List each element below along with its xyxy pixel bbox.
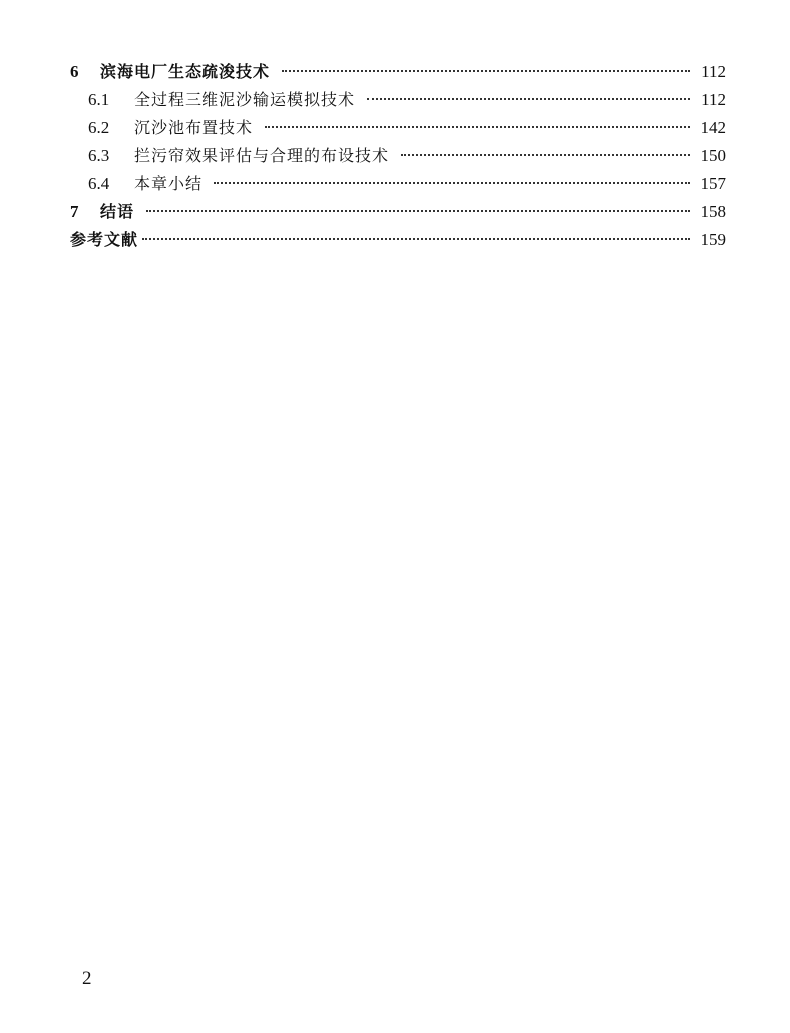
toc-entry-page: 158	[700, 202, 726, 221]
toc-entry-page: 112	[701, 62, 726, 81]
dot-leader	[401, 154, 690, 156]
dot-leader	[142, 238, 690, 240]
dot-leader	[214, 182, 690, 184]
table-of-contents	[70, 58, 726, 254]
toc-entry-title: 沉沙池布置技术	[134, 118, 254, 137]
toc-entry-references[interactable]	[70, 226, 726, 254]
page-number: 2	[82, 968, 92, 989]
toc-entry-page: 157	[700, 174, 726, 193]
toc-entry-number: 6.4	[88, 174, 110, 193]
dot-leader	[367, 98, 690, 100]
toc-entry-page: 142	[700, 118, 726, 137]
dot-leader	[282, 70, 690, 72]
toc-entry-section-6-1[interactable]	[70, 86, 726, 114]
toc-entry-title: 结语	[100, 202, 135, 221]
toc-entry-page: 159	[700, 230, 726, 249]
toc-entry-title: 拦污帘效果评估与合理的布设技术	[134, 146, 390, 165]
toc-entry-section-6-4[interactable]	[70, 170, 726, 198]
dot-leader	[265, 126, 690, 128]
toc-entry-title: 本章小结	[134, 174, 203, 193]
toc-entry-number: 6.2	[88, 118, 110, 137]
dot-leader	[146, 210, 690, 212]
toc-entry-section-6-2[interactable]	[70, 114, 726, 142]
toc-entry-number: 6.1	[88, 90, 110, 109]
toc-entry-chapter-6[interactable]	[70, 58, 726, 86]
toc-entry-section-6-3[interactable]	[70, 142, 726, 170]
toc-entry-title: 全过程三维泥沙输运模拟技术	[134, 90, 356, 109]
toc-entry-chapter-7[interactable]	[70, 198, 726, 226]
toc-entry-number: 7	[70, 202, 79, 221]
toc-entry-page: 112	[701, 90, 726, 109]
toc-entry-number: 6	[70, 62, 79, 81]
toc-entry-number: 6.3	[88, 146, 110, 165]
toc-entry-title: 参考文献	[70, 230, 139, 249]
toc-entry-page: 150	[700, 146, 726, 165]
toc-entry-title: 滨海电厂生态疏浚技术	[100, 62, 271, 81]
